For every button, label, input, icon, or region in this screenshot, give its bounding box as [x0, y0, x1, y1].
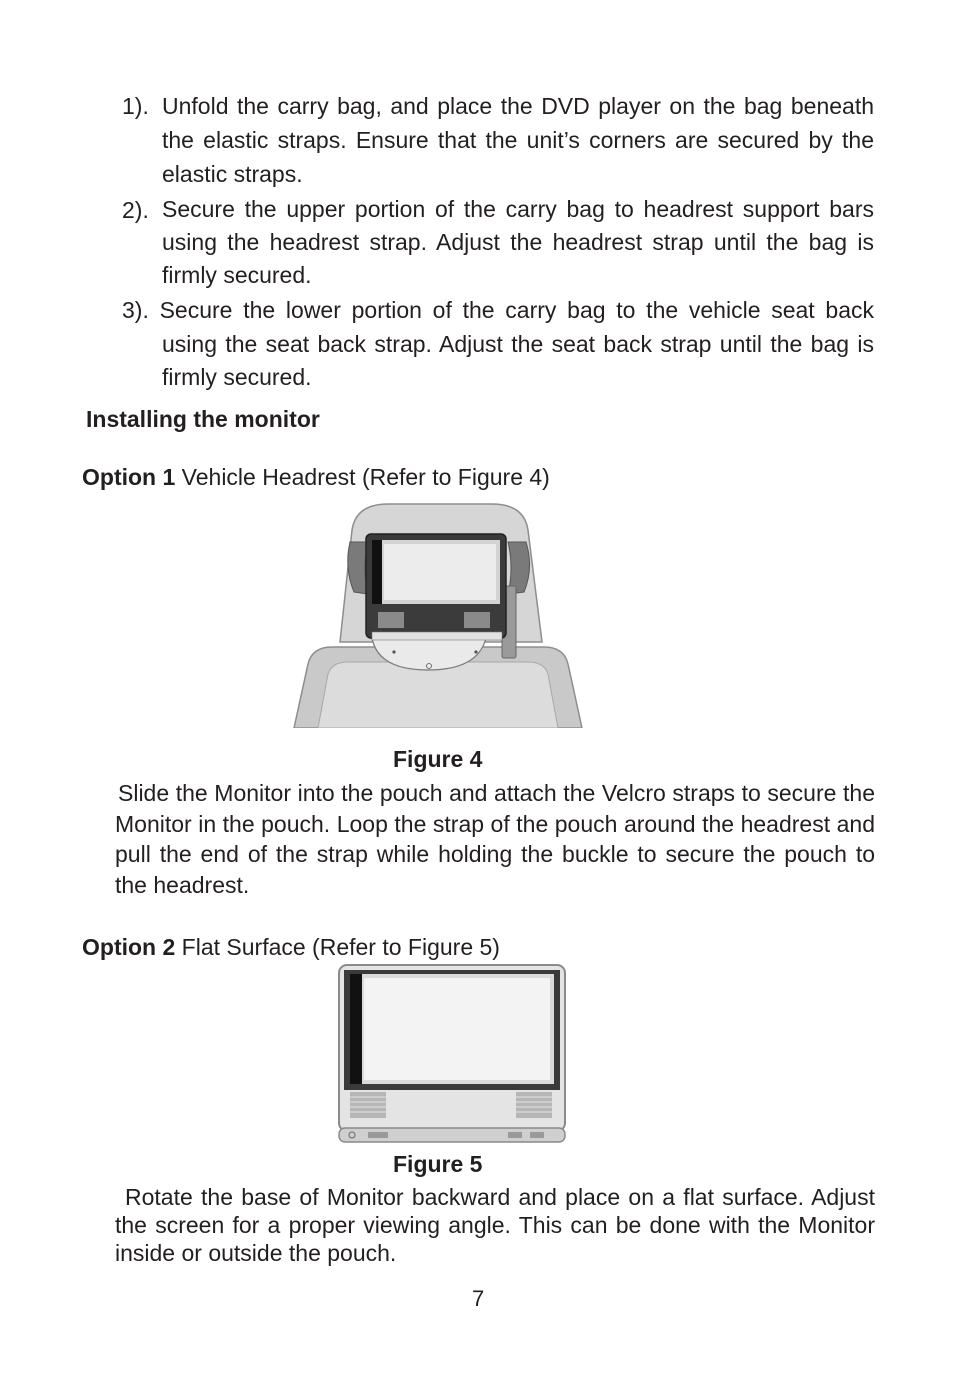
figure-5-image	[338, 964, 566, 1144]
figure-4-description: Slide the Monitor into the pouch and attach the Velcro straps to secure the Monitor in the pouch. Loop the strap of the pouch around the headrest and pull the end of the strap while holding the buckle to secure the pouch to the headrest.	[115, 780, 875, 898]
option-2-line	[82, 934, 500, 961]
step-3-first-line	[122, 294, 874, 327]
figure-4-image	[292, 502, 584, 728]
page-number: 7	[472, 1286, 485, 1311]
option-2-label: Option 2	[82, 934, 176, 960]
figure-4-caption: Figure 4	[393, 746, 483, 772]
option-1-label: Option 1	[82, 464, 176, 490]
step-1-number: 1).	[122, 93, 149, 119]
step-2-number: 2).	[122, 197, 149, 223]
option-2-text: Flat Surface (Refer to Figure 5)	[175, 934, 500, 960]
figure-5-caption: Figure 5	[393, 1151, 483, 1177]
section-heading: Installing the monitor	[86, 406, 320, 432]
step-2-text: Secure the upper portion of the carry bag to headrest support bars using the headrest strap. Adjust the headrest strap until the bag is firmly secured.	[162, 196, 874, 288]
option-1-line	[82, 464, 550, 491]
step-3-number: 3).	[122, 297, 149, 323]
figure-5-description: Rotate the base of Monitor backward and place on a flat surface. Adjust the screen for a proper viewing angle. This can be done with the Monitor inside or outside the pouch.	[115, 1184, 875, 1266]
step-3-text-rest: using the seat back strap. Adjust the seat back strap until the bag is firmly secured.	[162, 331, 874, 390]
option-1-text: Vehicle Headrest (Refer to Figure 4)	[175, 464, 550, 490]
step-3-text-first: Secure the lower portion of the carry bag to the vehicle seat back	[159, 297, 875, 323]
step-1-text: Unfold the carry bag, and place the DVD player on the bag beneath the elastic straps. Ensure that the unit’s corners are secured by the elastic straps.	[162, 93, 874, 187]
